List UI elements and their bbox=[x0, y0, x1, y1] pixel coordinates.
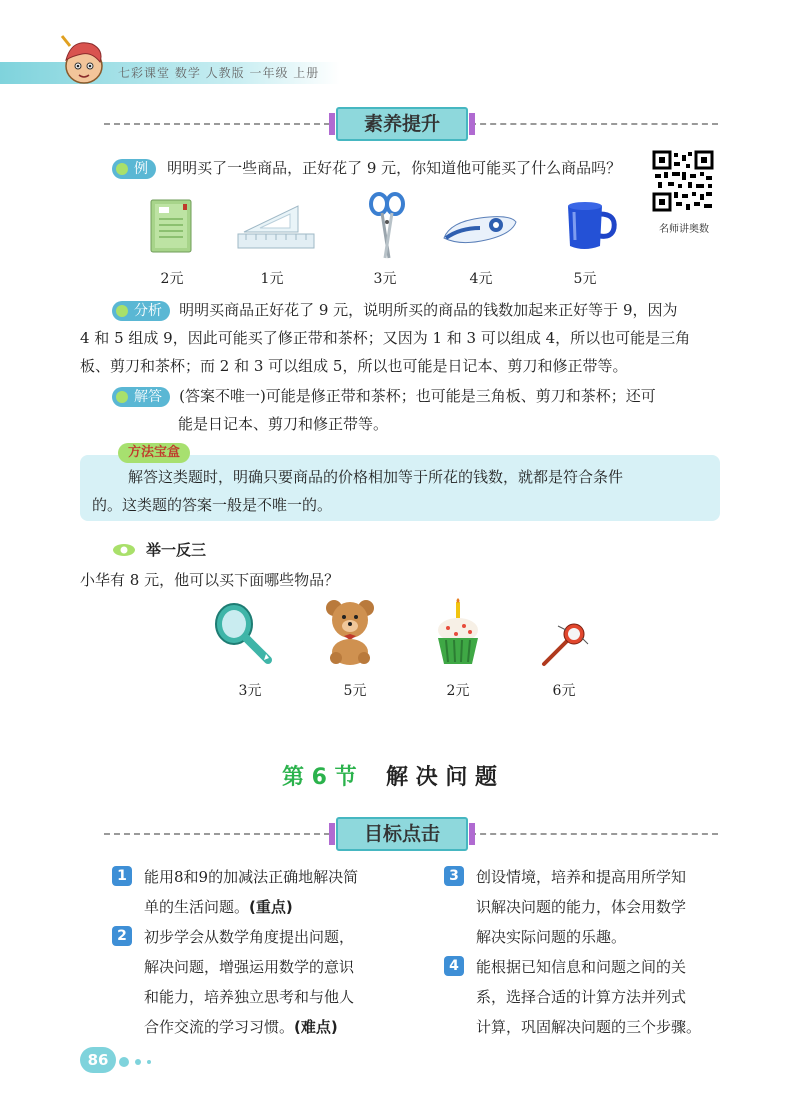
analysis-first-line bbox=[112, 296, 678, 324]
price-cupcake: 2元 bbox=[446, 683, 470, 699]
divider-right bbox=[470, 833, 718, 835]
goal-number: 3 bbox=[444, 866, 464, 886]
goal-number: 1 bbox=[112, 866, 132, 886]
page-dots-icon bbox=[118, 1056, 158, 1068]
analysis-line: 4 和 5 组成 9，因此可能买了修正带和茶杯；又因为 1 和 3 可以组成 4，所以也可能是三角 bbox=[80, 329, 691, 347]
qr-caption: 名师讲奥数 bbox=[659, 224, 709, 235]
goal-line: 能根据已知信息和问题之间的关 bbox=[476, 958, 687, 976]
teddy-bear-icon bbox=[322, 596, 378, 666]
goal-item bbox=[444, 862, 686, 952]
section-banner-literacy: 素养提升 bbox=[336, 107, 468, 141]
answer-first-line bbox=[112, 382, 656, 410]
goal-line: 和能力，培养独立思考和与他人 bbox=[144, 988, 355, 1006]
mug-icon bbox=[562, 200, 618, 252]
price-notebook: 2元 bbox=[160, 271, 184, 287]
practice-label: 举一反三 bbox=[146, 541, 207, 559]
mascot-icon bbox=[52, 30, 112, 90]
goal-line: 计算，巩固解决问题的三个步骤。 bbox=[476, 1018, 702, 1036]
price-mirror: 3元 bbox=[238, 683, 262, 699]
price-scissors: 3元 bbox=[373, 271, 397, 287]
analysis-line: 板、剪刀和茶杯；而 2 和 3 可以组成 5，所以也可能是日记本、剪刀和修正带等。 bbox=[80, 357, 628, 375]
goal-line: 解决实际问题的乐趣。 bbox=[476, 928, 627, 946]
example-row bbox=[112, 154, 621, 182]
goal-line: 识解决问题的能力，体会用数学 bbox=[476, 898, 687, 916]
price-set-square: 1元 bbox=[260, 271, 284, 287]
example-tag: 例 bbox=[112, 159, 156, 179]
goal-line: 创设情境，培养和提高用所学知 bbox=[476, 868, 687, 886]
goal-line: 能用8和9的加减法正确地解决简 bbox=[144, 868, 359, 886]
price-teddy-bear: 5元 bbox=[343, 683, 367, 699]
page-number: 86 bbox=[80, 1047, 116, 1073]
chapter-number: 第 6 节 bbox=[282, 765, 357, 790]
chapter-title: 解 决 问 题 bbox=[386, 765, 497, 790]
goal-item bbox=[112, 862, 358, 922]
goal-line: 初步学会从数学角度提出问题， bbox=[144, 928, 355, 946]
correction-tape-icon bbox=[440, 208, 520, 248]
series-title: 七彩课堂 数学 人教版 一年级 上册 bbox=[118, 66, 320, 80]
goal-tag-difficult-point: (难点) bbox=[294, 1018, 338, 1036]
goal-line: 解决问题，增强运用数学的意识 bbox=[144, 958, 355, 976]
practice-bullet-icon bbox=[112, 543, 138, 557]
price-correction-tape: 4元 bbox=[469, 271, 493, 287]
divider-left bbox=[104, 123, 330, 125]
set-square-ruler-icon bbox=[236, 200, 316, 256]
rattle-drum-icon bbox=[540, 622, 590, 668]
goal-tag-key-point: (重点) bbox=[249, 898, 293, 916]
scissors-icon bbox=[368, 192, 406, 260]
goal-number: 4 bbox=[444, 956, 464, 976]
cupcake-icon bbox=[434, 598, 482, 668]
divider-left bbox=[104, 833, 330, 835]
goal-line: 单的生活问题。 bbox=[144, 898, 250, 916]
goal-item bbox=[444, 952, 701, 1042]
answer-line: 能是日记本、剪刀和修正带等。 bbox=[178, 415, 389, 433]
goal-item bbox=[112, 922, 354, 1042]
hand-mirror-icon bbox=[210, 600, 276, 668]
divider-right bbox=[470, 123, 718, 125]
practice-question: 小华有 8 元，他可以买下面哪些物品？ bbox=[80, 571, 340, 589]
answer-line: (答案不唯一)可能是修正带和茶杯；也可能是三角板、剪刀和茶杯；还可 bbox=[179, 387, 656, 405]
goal-line: 合作交流的学习习惯。 bbox=[144, 1018, 295, 1036]
qr-code-icon[interactable] bbox=[652, 150, 714, 212]
analysis-tag: 分析 bbox=[112, 301, 170, 321]
price-mug: 5元 bbox=[573, 271, 597, 287]
method-text-line: 的。这类题的答案一般是不唯一的。 bbox=[92, 496, 333, 514]
goal-number: 2 bbox=[112, 926, 132, 946]
answer-tag: 解答 bbox=[112, 387, 170, 407]
section-banner-goals: 目标点击 bbox=[336, 817, 468, 851]
analysis-line: 明明买商品正好花了 9 元，说明所买的商品的钱数加起来正好等于 9，因为 bbox=[179, 301, 678, 319]
price-rattle-drum: 6元 bbox=[552, 683, 576, 699]
goal-line: 系，选择合适的计算方法并列式 bbox=[476, 988, 687, 1006]
notebook-icon bbox=[147, 198, 197, 254]
method-text-line: 解答这类题时，明确只要商品的价格相加等于所花的钱数，就都是符合条件 bbox=[128, 468, 624, 486]
method-label: 方法宝盒 bbox=[118, 443, 190, 463]
example-question: 明明买了一些商品，正好花了 9 元，你知道他可能买了什么商品吗？ bbox=[167, 159, 622, 177]
